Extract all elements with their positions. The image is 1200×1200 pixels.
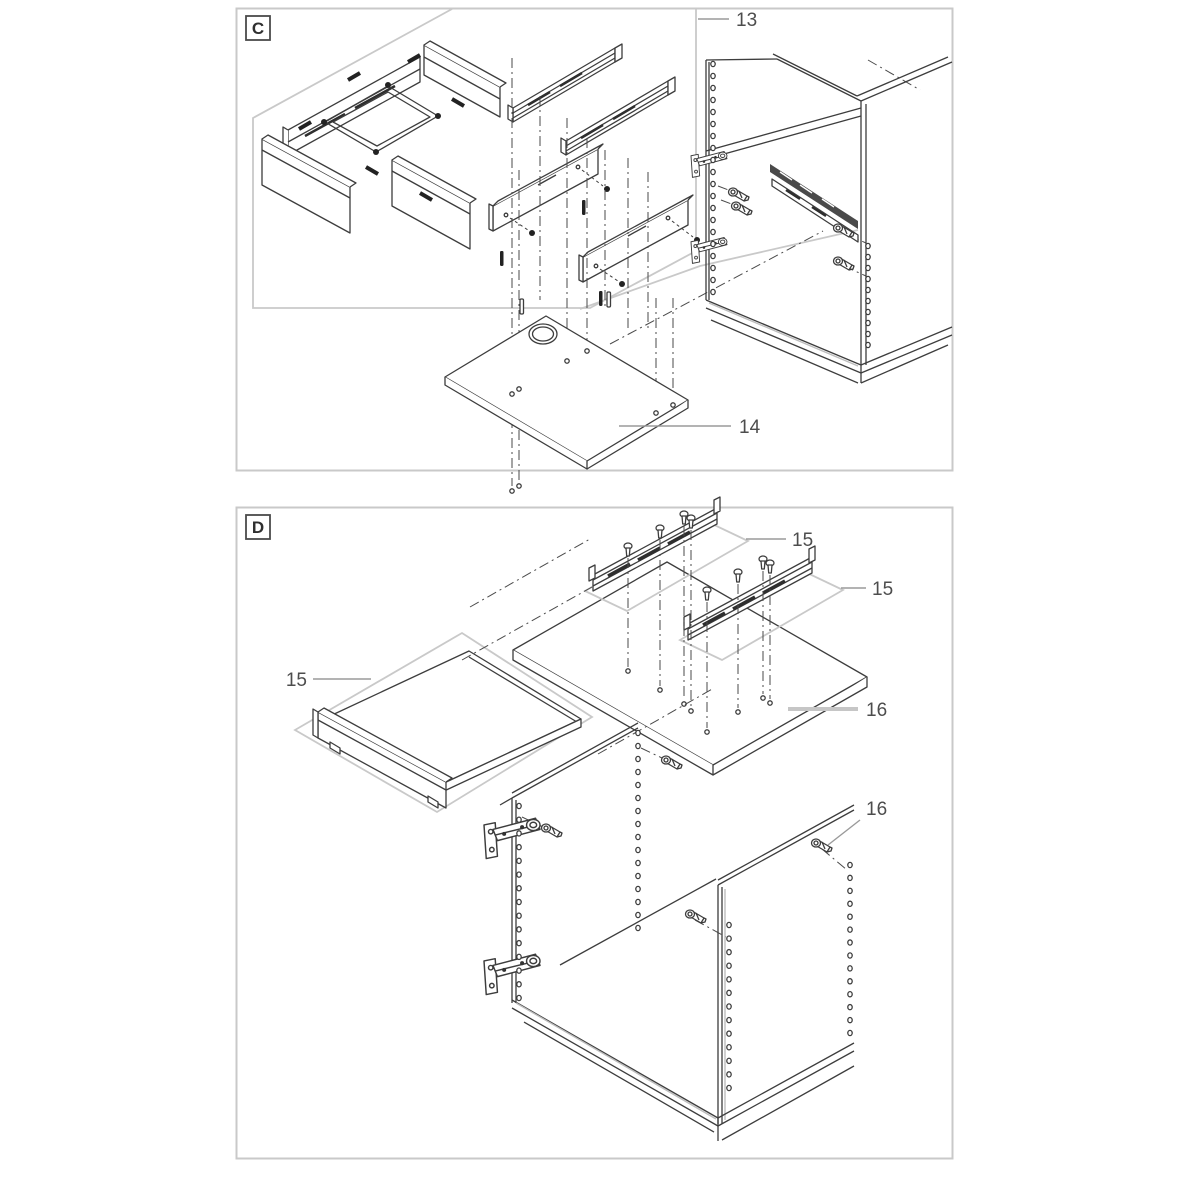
screw-hole [689, 709, 693, 713]
screw-hole [510, 489, 514, 493]
screw-hole [671, 403, 675, 407]
shelf-pin-hole [727, 977, 731, 982]
shelf-pin-hole [711, 169, 715, 174]
shelf-pin-hole [848, 875, 852, 880]
part-label-16-panel: 16 [866, 700, 888, 721]
shelf-pin-hole [866, 298, 870, 303]
shelf-pin-hole [636, 899, 640, 904]
step-letter-c: C [251, 19, 265, 38]
shelf-pin-hole [848, 888, 852, 893]
dowel-pin [520, 299, 524, 314]
shelf-pin-hole [866, 342, 870, 347]
screw-hole [565, 359, 569, 363]
shelf-pin-hole [727, 1031, 731, 1036]
dowel-pin [500, 251, 504, 266]
screw-hole [654, 411, 658, 415]
shelf-pin-hole [517, 831, 521, 836]
shelf-pin-hole [727, 1058, 731, 1063]
shelf-pin-hole [848, 914, 852, 919]
shelf-pin-hole [711, 289, 715, 294]
shelf-pin-hole [848, 979, 852, 984]
shelf-pin-hole [866, 309, 870, 314]
shelf-pin-hole [711, 73, 715, 78]
shelf-pin-hole [636, 925, 640, 930]
shelf-pin-hole [848, 992, 852, 997]
shelf-pin-hole [711, 109, 715, 114]
shelf-pin-hole [848, 901, 852, 906]
shelf-pin-hole [636, 873, 640, 878]
shelf-pin-hole [866, 276, 870, 281]
shelf-pin-hole [711, 133, 715, 138]
shelf-pin-hole [517, 803, 521, 808]
shelf-pin-hole [727, 990, 731, 995]
screw-hole [510, 392, 514, 396]
shelf-pin-hole [711, 157, 715, 162]
shelf-pin-hole [636, 847, 640, 852]
dowel-pin [599, 291, 603, 306]
shelf-pin-hole [711, 61, 715, 66]
shelf-pin-hole [727, 1017, 731, 1022]
shelf-pin-hole [711, 193, 715, 198]
step-panel-d [237, 497, 953, 1159]
shelf-pin-hole [711, 121, 715, 126]
step-letter-d: D [251, 518, 265, 537]
shelf-pin-hole [636, 912, 640, 917]
screw-hole [705, 730, 709, 734]
shelf-pin-hole [636, 769, 640, 774]
shelf-pin-hole [517, 899, 521, 904]
shelf-pin-hole [636, 834, 640, 839]
shelf-pin-hole [848, 966, 852, 971]
dowel-pin [582, 200, 586, 215]
shelf-pin-hole [711, 241, 715, 246]
screw-hole [658, 688, 662, 692]
shelf-pin-hole [517, 872, 521, 877]
shelf-pin-hole [727, 936, 731, 941]
shelf-pin-hole [636, 743, 640, 748]
shelf-pin-hole [727, 963, 731, 968]
shelf-pin-hole [636, 821, 640, 826]
shelf-pin-hole [517, 927, 521, 932]
shelf-pin-hole [711, 97, 715, 102]
shelf-pin-hole [517, 858, 521, 863]
shelf-pin-hole [517, 845, 521, 850]
shelf-pin-hole [711, 181, 715, 186]
shelf-pin-hole [517, 954, 521, 959]
shelf-pin-hole [636, 782, 640, 787]
dowel-pin [607, 292, 611, 307]
step-panel-c [237, 9, 953, 494]
shelf-pin-hole [517, 817, 521, 822]
shelf-pin-hole [727, 1004, 731, 1009]
shelf-pin-hole [711, 217, 715, 222]
shelf-pin-hole [517, 995, 521, 1000]
shelf-pin-hole [517, 982, 521, 987]
shelf-pin-hole [866, 331, 870, 336]
shelf-pin-hole [711, 229, 715, 234]
shelf-pin-hole [711, 253, 715, 258]
shelf-pin-hole [636, 808, 640, 813]
shelf-pin-hole [711, 145, 715, 150]
shelf-pin-hole [848, 862, 852, 867]
shelf-pin-hole [636, 860, 640, 865]
shelf-pin-hole [848, 1030, 852, 1035]
shelf-pin-hole [727, 950, 731, 955]
screw-hole [768, 701, 772, 705]
shelf-pin-hole [517, 913, 521, 918]
screw-hole [585, 349, 589, 353]
part-label-14: 14 [739, 417, 761, 438]
part-label-15-rail2: 15 [872, 579, 894, 600]
shelf-pin-hole [727, 1045, 731, 1050]
shelf-pin-hole [711, 265, 715, 270]
shelf-pin-hole [848, 953, 852, 958]
shelf-pin-hole [636, 886, 640, 891]
shelf-pin-hole [636, 730, 640, 735]
shelf-pin-hole [727, 1072, 731, 1077]
screw-hole [517, 484, 521, 488]
screw-hole [517, 387, 521, 391]
part-label-16-bolt: 16 [866, 799, 888, 820]
shelf-pin-hole [866, 265, 870, 270]
part-label-15-tray: 15 [285, 670, 307, 691]
shelf-pin-hole [848, 1017, 852, 1022]
shelf-pin-hole [636, 795, 640, 800]
part-label-13: 13 [736, 10, 758, 31]
part-label-15-rail1: 15 [792, 530, 814, 551]
screw-hole [626, 669, 630, 673]
shelf-pin-hole [848, 940, 852, 945]
shelf-pin-hole [711, 205, 715, 210]
shelf-pin-hole [517, 886, 521, 891]
shelf-pin-hole [848, 927, 852, 932]
screw-hole [736, 710, 740, 714]
shelf-pin-hole [848, 1005, 852, 1010]
shelf-pin-hole [636, 756, 640, 761]
shelf-pin-hole [866, 320, 870, 325]
screw-hole [761, 696, 765, 700]
shelf-pin-hole [517, 968, 521, 973]
shelf-pin-hole [517, 941, 521, 946]
shelf-pin-hole [866, 287, 870, 292]
shelf-pin-hole [866, 243, 870, 248]
shelf-pin-hole [866, 254, 870, 259]
shelf-pin-hole [727, 922, 731, 927]
shelf-pin-hole [711, 85, 715, 90]
shelf-pin-hole [727, 1085, 731, 1090]
shelf-pin-hole [711, 277, 715, 282]
